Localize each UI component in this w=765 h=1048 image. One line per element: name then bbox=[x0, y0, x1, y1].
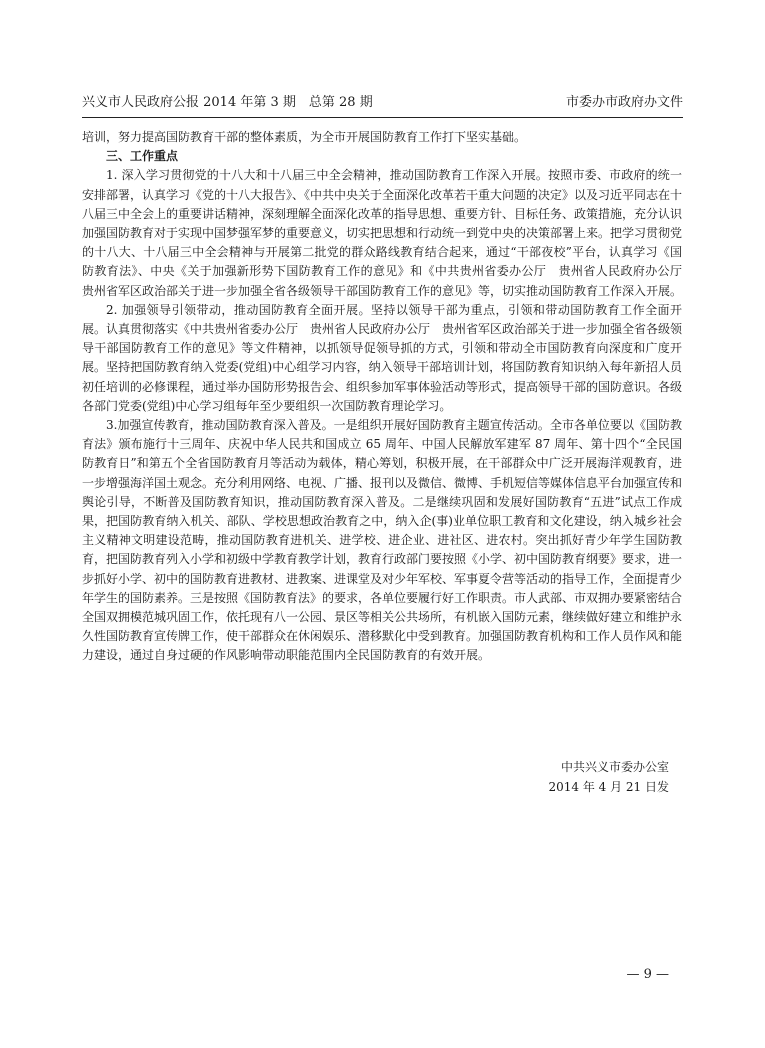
paragraph-item-1: 1. 深入学习贯彻党的十八大和十八届三中全会精神，推动国防教育工作深入开展。按照市委、市政府的统一安排部署，认真学习《党的十八大报告》、《中共中央关于全面深化改革若干重大问题的决定》以及习近平同志在十八届三中全会上的重要讲话精神，深刻理解全面深化改革的指导思想、重要方针、目标任务、政策措施，充分认识加强国防教育对于实现中国梦强军梦的重要意义，切实把思想和行动统一到党中央的决策部署上来。把学习贯彻党的十八大、十八届三中全会精神与开展第二批党的群众路线教育结合起来，通过“干部夜校”平台，认真学习《国防教育法》、中央《关于加强新形势下国防教育工作的意见》和《中共贵州省委办公厅 贵州省人民政府办公厅 贵州省军区政治部关于进一步加强全省各级领导干部国防教育工作的意见》等，切实推动国防教育工作深入开展。 bbox=[82, 168, 695, 298]
header-rule bbox=[82, 117, 683, 118]
paragraph-item-2: 2. 加强领导引领带动，推动国防教育全面开展。坚持以领导干部为重点，引领和带动国防教育工作全面开展。认真贯彻落实《中共贵州省委办公厅 贵州省人民政府办公厅 贵州省军区政治部关于进一步加强全省各级领导干部国防教育工作的意见》等文件精神，以抓领导促领导抓的方式，引领和带动全市国防教育向深度和广度开展。坚持把国防教育纳入党委(党组)中心组学习内容，纳入领导干部培训计划，将国防教育知识纳入每年新招人员初任培训的必修课程，通过举办国防形势报告会、组织参加军事体验活动等形式，提高领导干部的国防意识。各级各部门党委(党组)中心学习组每年至少要组织一次国防教育理论学习。 bbox=[82, 302, 683, 413]
header-publication: 兴义市人民政府公报 2014 年第 3 期 总第 28 期 bbox=[82, 95, 373, 110]
section-heading: 三、工作重点 bbox=[106, 149, 179, 164]
page-number: — 9 — bbox=[626, 967, 669, 982]
signature-org: 中共兴义市委办公室 bbox=[560, 760, 669, 774]
document-body bbox=[82, 128, 695, 666]
page-header bbox=[82, 92, 683, 114]
paragraph-item-3: 3.加强宣传教育，推动国防教育深入普及。一是组织开展好国防教育主题宣传活动。全市各单位要以《国防教育法》颁布施行十三周年、庆祝中华人民共和国成立 65 周年、中国人民解放军建军 87 周年、第十四个“全民国防教育日”和第五个全省国防教育月等活动为载体，精心筹划，积极开展，在干部群众中广泛开展海洋观教育，进一步增强海洋国土观念。充分利用网络、电视、广播、报刊以及微信、微博、手机短信等媒体信息平台加强宣传和舆论引导，不断普及国防教育知识，推动国防教育深入普及。二是继续巩固和发展好国防教育“五进”试点工作成果，把国防教育纳入机关、部队、学校思想政治教育之中，纳入企(事)业单位职工教育和文化建设，纳入城乡社会主义精神文明建设范畴，推动国防教育进机关、进学校、进企业、进社区、进农村。突出抓好青少年学生国防教育，把国防教育列入小学和初级中学教育教学计划，教育行政部门要按照《小学、初中国防教育纲要》要求，进一步抓好小学、初中的国防教育进教材、进教案、进课堂及对少年军校、军事夏令营等活动的指导工作，全面提青少年学生的国防素养。三是按照《国防教育法》的要求，各单位要履行好工作职责。市人武部、市双拥办要紧密结合全国双拥模范城巩固工作，依托现有八一公园、景区等相关公共场所，有机嵌入国防元素，继续做好建立和维护永久性国防教育宣传牌工作，使干部群众在休闲娱乐、潜移默化中受到教育。加强国防教育机构和工作人员作风和能力建设，通过自身过硬的作风影响带动职能范围内全民国防教育的有效开展。 bbox=[82, 418, 683, 663]
header-section: 市委办市政府办文件 bbox=[565, 95, 683, 110]
signature-date: 2014 年 4 月 21 日发 bbox=[548, 780, 669, 794]
continuation-paragraph: 培训，努力提高国防教育干部的整体素质，为全市开展国防教育工作打下坚实基础。 bbox=[82, 130, 527, 144]
